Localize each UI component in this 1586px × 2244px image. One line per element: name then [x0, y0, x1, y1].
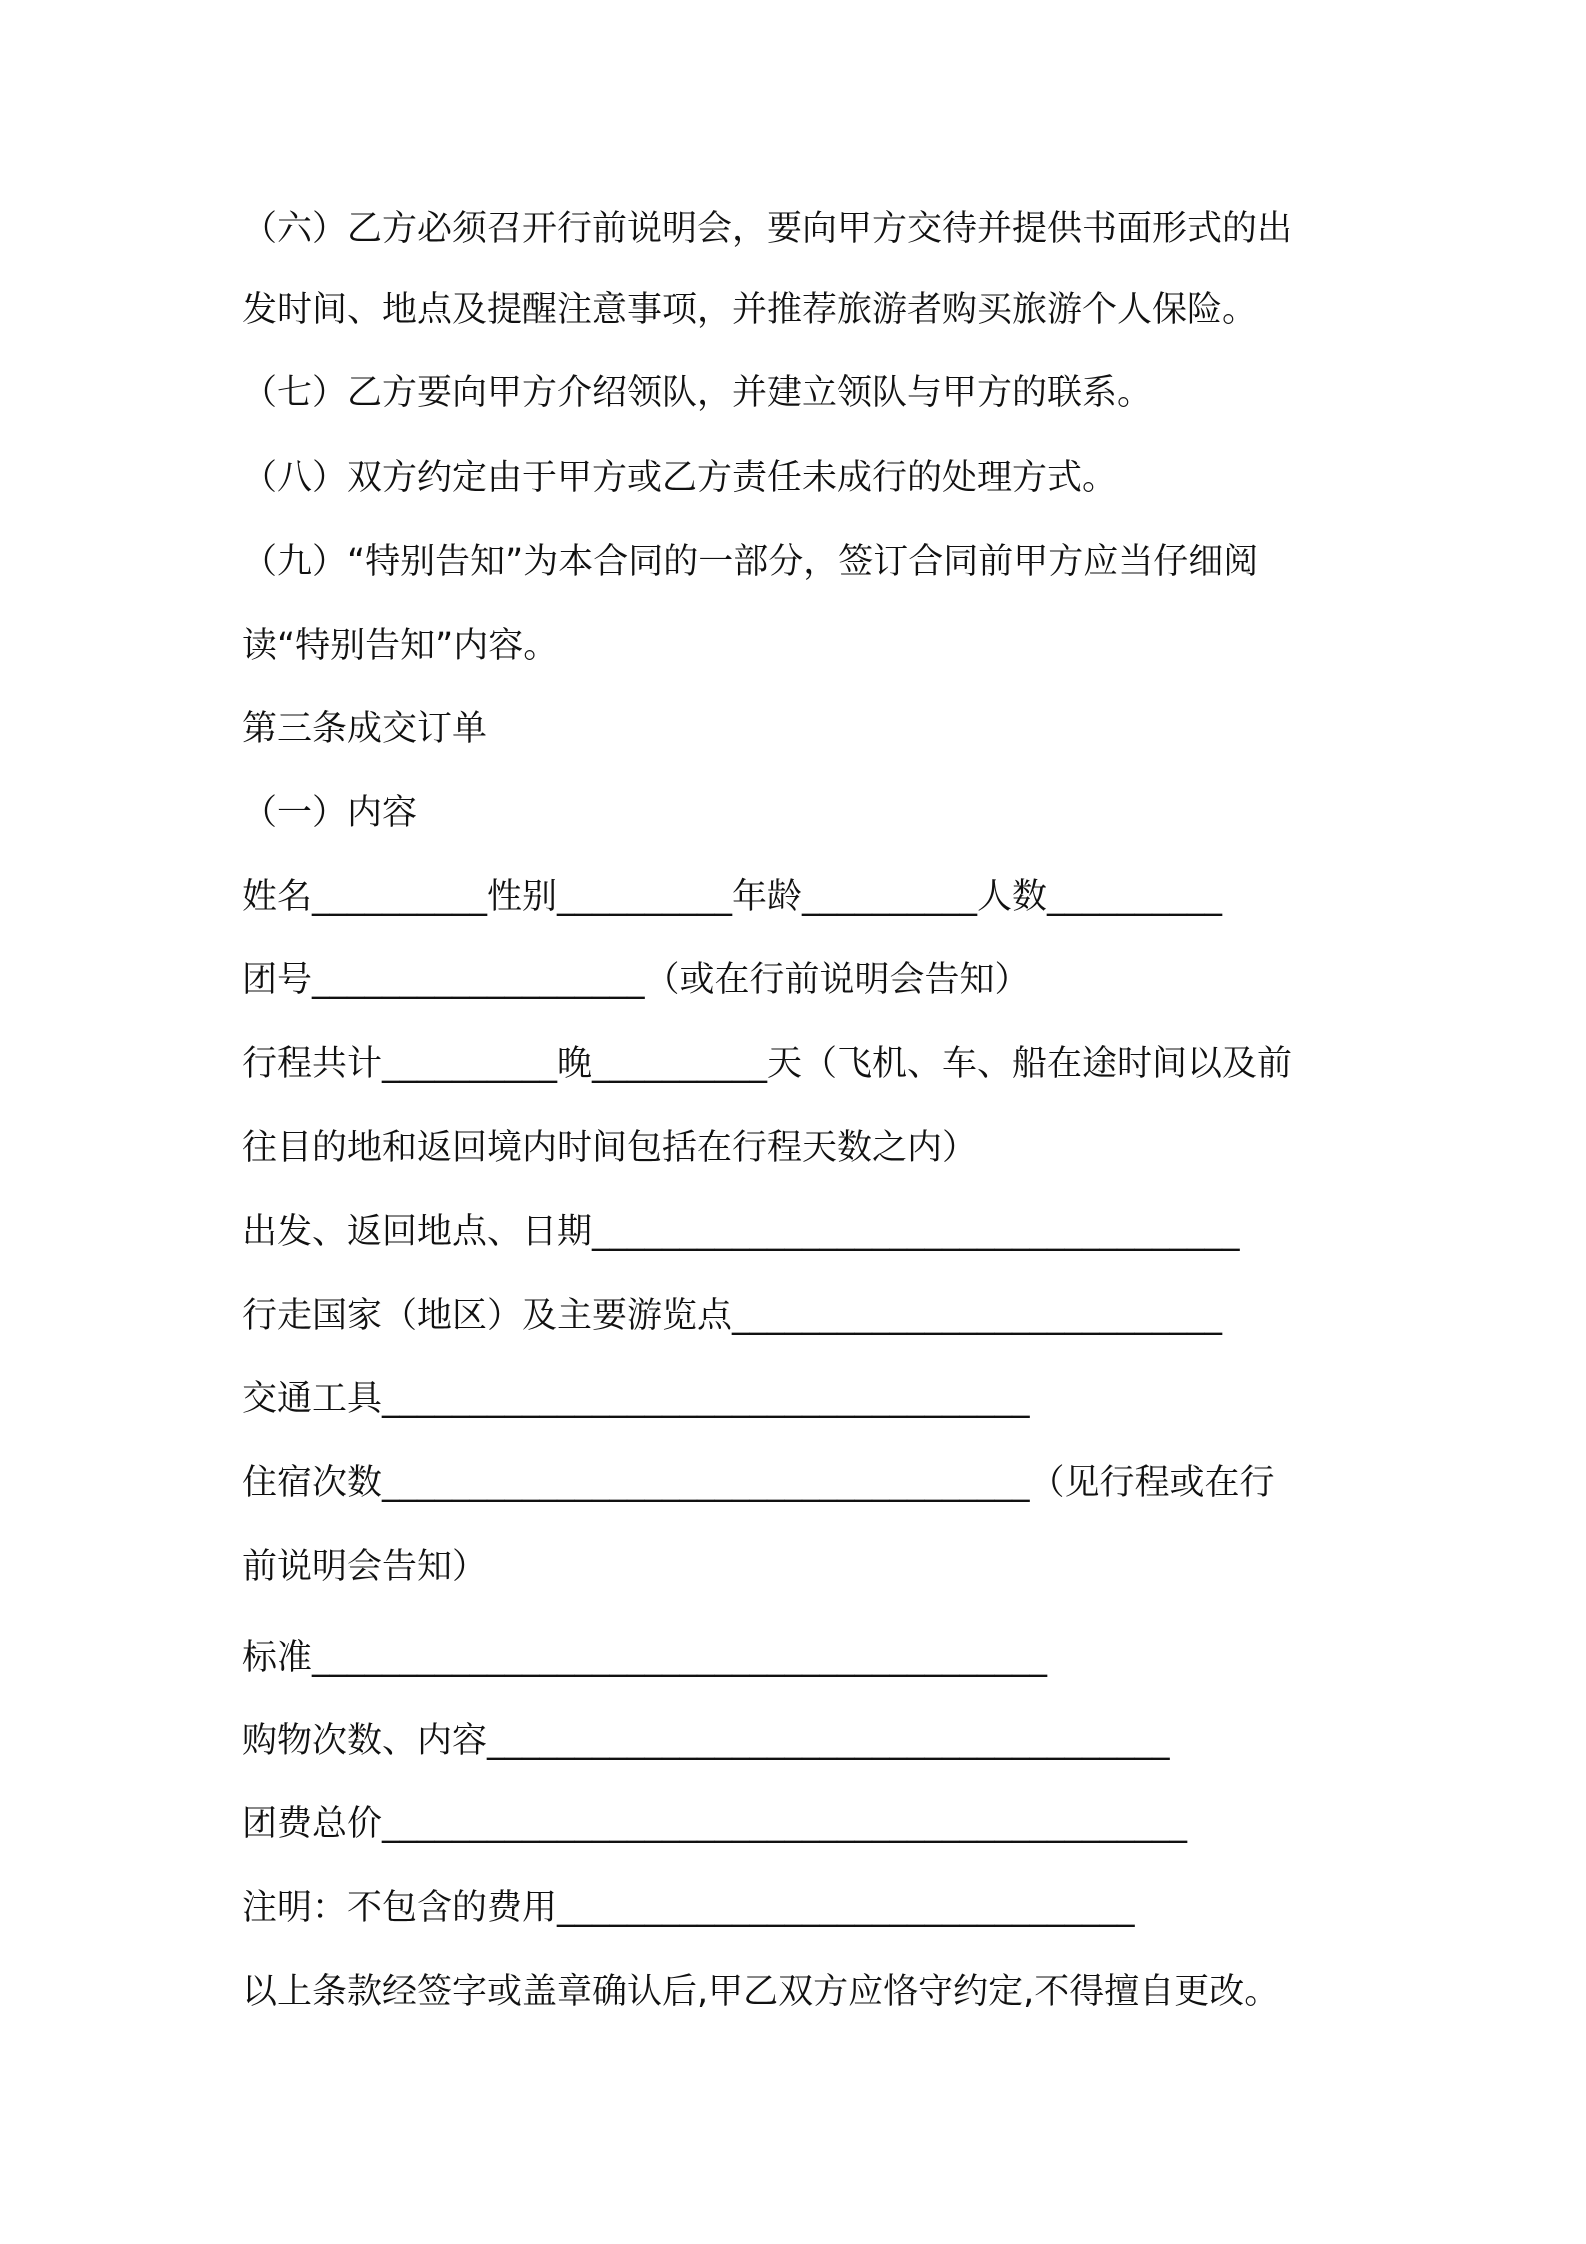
field-itinerary-line-2 — [242, 1126, 977, 1170]
field-countries-sights — [242, 1294, 1222, 1338]
article-3-heading — [242, 707, 487, 751]
field-total-price — [242, 1802, 1187, 1846]
field-itinerary-line-1 — [242, 1042, 1292, 1086]
text-line: 读“特别告知”内容。 — [242, 626, 559, 666]
text-line: 注明：不包含的费用_________________________________ — [242, 1888, 1135, 1928]
clause-6-line-1 — [242, 207, 1292, 251]
section-1-heading — [242, 791, 417, 835]
field-transport — [242, 1377, 1030, 1421]
clause-9-line-2 — [242, 624, 558, 668]
field-departure-return — [242, 1210, 1240, 1254]
clause-9-line-1 — [242, 540, 1258, 584]
clause-6-line-2 — [242, 288, 1257, 332]
clause-8 — [242, 456, 1117, 500]
text-line: 行走国家（地区）及主要游览点____________________________ — [242, 1296, 1223, 1336]
text-line: （六）乙方必须召开行前说明会，要向甲方交待并提供书面形式的出 — [242, 209, 1293, 249]
text-line: 出发、返回地点、日期_____________________________________ — [242, 1212, 1240, 1252]
text-line: 交通工具_____________________________________ — [242, 1379, 1030, 1419]
closing-statement — [242, 1970, 1279, 2014]
field-group-number — [242, 958, 1030, 1002]
text-line: 第三条成交订单 — [242, 709, 488, 749]
field-accommodation-line-2 — [242, 1545, 487, 1589]
text-line: （一）内容 — [242, 793, 418, 833]
text-line: 团号___________________（或在行前说明会告知） — [242, 960, 1030, 1000]
field-shopping — [242, 1719, 1170, 1763]
text-line: 以上条款经签字或盖章确认后,甲乙双方应恪守约定,不得擅自更改。 — [242, 1972, 1280, 2012]
text-line: 团费总价______________________________________________ — [242, 1804, 1188, 1844]
field-accommodation-line-1 — [242, 1461, 1275, 1505]
text-line: 往目的地和返回境内时间包括在行程天数之内） — [242, 1128, 978, 1168]
field-name-gender-age-count — [242, 875, 1222, 919]
text-line: 发时间、地点及提醒注意事项，并推荐旅游者购买旅游个人保险。 — [242, 290, 1258, 330]
field-excluded-fees — [242, 1886, 1135, 1930]
text-line: 行程共计__________晚__________天（飞机、车、船在途时间以及前 — [242, 1044, 1293, 1084]
text-line: 住宿次数_____________________________________（见行程或在行 — [242, 1463, 1275, 1503]
text-line: （八）双方约定由于甲方或乙方责任未成行的处理方式。 — [242, 458, 1118, 498]
text-line: 购物次数、内容_______________________________________ — [242, 1721, 1170, 1761]
clause-7 — [242, 371, 1152, 415]
field-standard — [242, 1636, 1047, 1680]
text-line: 姓名__________性别__________年龄__________人数__________ — [242, 877, 1223, 917]
text-line: 前说明会告知） — [242, 1547, 488, 1587]
text-line: 标准__________________________________________ — [242, 1638, 1048, 1678]
text-line: （七）乙方要向甲方介绍领队，并建立领队与甲方的联系。 — [242, 373, 1153, 413]
text-line: （九）“特别告知”为本合同的一部分，签订合同前甲方应当仔细阅 — [242, 542, 1259, 582]
